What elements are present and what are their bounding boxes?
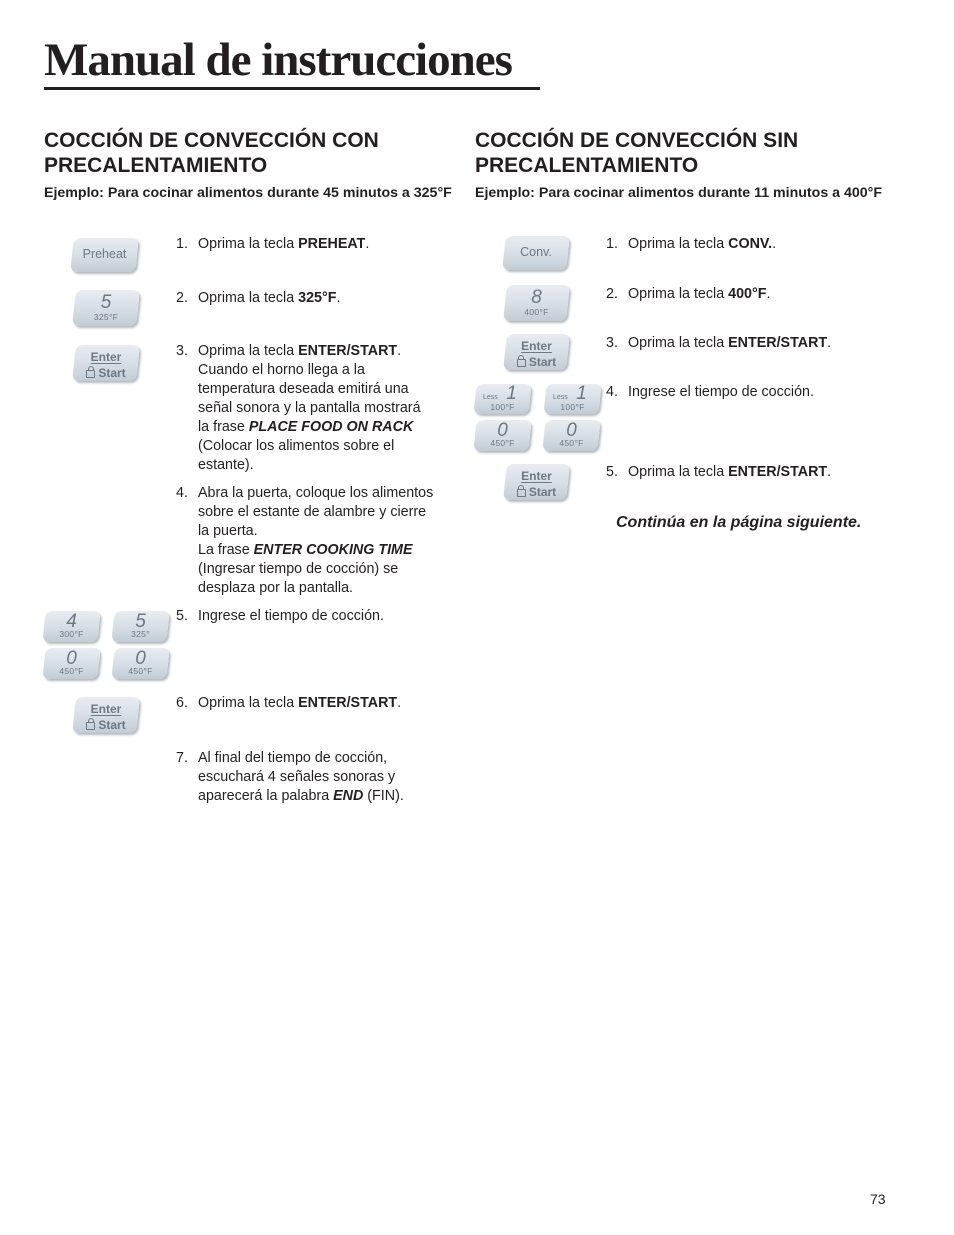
lock-icon (517, 489, 526, 497)
temp-label: 300°F (59, 629, 84, 639)
temp-label: 325° (131, 629, 150, 639)
step-text (628, 463, 888, 482)
step-number: 6. (176, 695, 188, 711)
title-divider (44, 87, 540, 90)
enter-label: Enter (521, 469, 552, 483)
key-name: ENTER/START (728, 464, 828, 480)
continue-note: Continúa en la página siguiente. (616, 514, 862, 531)
step-text-part: (FIN). (363, 788, 404, 804)
enter-start-key[interactable] (503, 334, 570, 370)
digit-4-key[interactable] (42, 611, 100, 642)
digit-0-key[interactable] (542, 420, 600, 451)
step-line: Abra la puerta, coloque los alimentos (198, 485, 434, 501)
step-text (198, 749, 448, 806)
conv-key[interactable] (502, 236, 570, 270)
step-text (628, 334, 888, 353)
step-text: Ingrese el tiempo de cocción. (628, 384, 814, 400)
start-text: Start (98, 366, 126, 380)
step-text-part: aparecerá la palabra (198, 788, 334, 804)
step-text (198, 289, 340, 308)
step-text-part: Oprima la tecla (628, 236, 729, 252)
step-line: la puerta. (198, 523, 258, 539)
left-step-7 (176, 749, 446, 809)
digit-1-key[interactable] (543, 384, 601, 414)
step-text (198, 342, 448, 475)
step-text (198, 694, 448, 713)
step-text-part: Oprima la tecla (628, 464, 729, 480)
digit-0-key[interactable] (111, 648, 169, 679)
display-message: PLACE FOOD ON RACK (248, 419, 414, 435)
right-section (475, 128, 915, 203)
step-text (198, 484, 450, 598)
digit-5-key[interactable] (111, 611, 169, 642)
step-line: señal sonora y la pantalla mostrará (198, 400, 421, 416)
left-section (44, 128, 454, 203)
step-line: Cuando el horno llega a la (198, 362, 365, 378)
page-number: 73 (870, 1191, 886, 1207)
digit-label: 5 (100, 292, 112, 313)
step-line: Al final del tiempo de cocción, (198, 750, 388, 766)
step-number: 3. (606, 335, 618, 351)
step-line: (Colocar los alimentos sobre el (198, 438, 395, 454)
step-text-part: Oprima la tecla (628, 335, 729, 351)
start-text: Start (528, 485, 557, 499)
digit-label: 1 (506, 383, 517, 404)
temp-label: 400°F (524, 307, 549, 317)
step-text-part: . (772, 236, 777, 252)
preheat-key-label: Preheat (82, 247, 127, 261)
digit-label: 1 (576, 383, 587, 404)
step-text-part: Oprima la tecla (198, 236, 299, 252)
start-label (74, 718, 138, 732)
enter-label: Enter (90, 350, 122, 364)
digit-1-key[interactable] (473, 384, 531, 414)
key-name: CONV. (728, 236, 773, 252)
step-line (198, 342, 448, 361)
left-step-4 (176, 484, 451, 599)
step-line: sobre el estante de alambre y cierre (198, 504, 427, 520)
digit-label: 4 (66, 611, 77, 632)
less-label: Less (553, 394, 568, 401)
temp-label: 100°F (560, 402, 585, 412)
digit-label: 0 (135, 648, 146, 669)
start-label (74, 366, 138, 380)
step-text-part: . (336, 290, 341, 306)
less-label: Less (483, 394, 498, 401)
display-message: ENTER COOKING TIME (253, 542, 413, 558)
step-line: escuchará 4 señales sonoras y (198, 769, 396, 785)
lock-icon (86, 370, 95, 378)
enter-label: Enter (90, 702, 122, 716)
page-title: Manual de instrucciones (44, 34, 512, 86)
temp-label: 450°F (490, 438, 515, 448)
step-number: 5. (176, 608, 188, 624)
key-name: 400°F (728, 286, 767, 302)
start-text: Start (98, 718, 126, 732)
right-section-title: COCCIÓN DE CONVECCIÓN SIN PRECALENTAMIENTO (475, 129, 799, 177)
step-number: 5. (606, 464, 618, 480)
step-text-part: . (827, 335, 832, 351)
step-number: 2. (606, 286, 618, 302)
step-line (198, 418, 448, 437)
lock-icon (517, 359, 526, 367)
step-text (198, 235, 369, 254)
digit-label: 5 (135, 611, 146, 632)
left-example: Ejemplo: Para cocinar alimentos durante 45 minutos a 325°F (44, 185, 452, 201)
temp-label: 450°F (128, 666, 153, 676)
step-line (198, 787, 448, 806)
enter-label: Enter (521, 339, 552, 353)
right-example: Ejemplo: Para cocinar alimentos durante 11 minutos a 400°F (475, 185, 882, 201)
temp-label: 450°F (559, 438, 584, 448)
step-text-part: . (365, 236, 370, 252)
step-line: temperatura deseada emitirá una (198, 381, 409, 397)
start-label (505, 485, 568, 499)
key-name: PREHEAT (298, 236, 366, 252)
step-line: estante). (198, 457, 254, 473)
step-number: 1. (176, 236, 188, 252)
step-number: 1. (606, 236, 618, 252)
enter-start-key[interactable] (503, 464, 570, 500)
step-text-part: Oprima la tecla (628, 286, 729, 302)
display-message: END (333, 788, 364, 804)
step-text-part: . (397, 695, 402, 711)
key-name: ENTER/START (298, 343, 398, 359)
step-text-part: Oprima la tecla (198, 290, 299, 306)
start-text: Start (528, 355, 557, 369)
key-name: ENTER/START (728, 335, 828, 351)
conv-key-label: Conv. (520, 245, 552, 259)
step-line: (Ingresar tiempo de cocción) se (198, 561, 399, 577)
digit-label: 0 (497, 420, 508, 441)
step-text-part: Oprima la tecla (198, 343, 299, 359)
step-text-part: . (397, 343, 402, 359)
step-text-part: . (827, 464, 832, 480)
step-text-part: Oprima la tecla (198, 695, 299, 711)
lock-icon (86, 722, 95, 730)
step-text: Ingrese el tiempo de cocción. (198, 608, 384, 624)
digit-0-key[interactable] (42, 648, 100, 679)
preheat-key[interactable] (70, 238, 139, 272)
digit-8-key[interactable] (503, 285, 570, 321)
temp-label: 325°F (93, 312, 119, 322)
step-number: 7. (176, 750, 188, 766)
digit-5-key[interactable] (72, 290, 140, 326)
temp-label: 100°F (490, 402, 515, 412)
left-section-title: COCCIÓN DE CONVECCIÓN CON PRECALENTAMIENTO (44, 129, 379, 177)
left-step-3 (176, 342, 446, 477)
key-name: 325°F (298, 290, 337, 306)
temp-label: 450°F (59, 666, 84, 676)
step-number: 4. (606, 384, 618, 400)
enter-start-key[interactable] (72, 345, 140, 381)
digit-label: 0 (66, 648, 77, 669)
step-text-part: . (766, 286, 771, 302)
digit-label: 8 (531, 287, 542, 308)
step-number: 2. (176, 290, 188, 306)
step-line: desplaza por la pantalla. (198, 580, 353, 596)
step-number: 4. (176, 485, 188, 501)
step-number: 3. (176, 343, 188, 359)
step-line (198, 541, 450, 560)
key-name: ENTER/START (298, 695, 398, 711)
step-text-part: la frase (198, 419, 249, 435)
step-text-part: La frase (198, 542, 254, 558)
step-text (628, 235, 888, 254)
digit-label: 0 (566, 420, 577, 441)
start-label (505, 355, 568, 369)
step-text (628, 285, 888, 304)
enter-start-key[interactable] (72, 697, 140, 733)
digit-0-key[interactable] (473, 420, 531, 451)
